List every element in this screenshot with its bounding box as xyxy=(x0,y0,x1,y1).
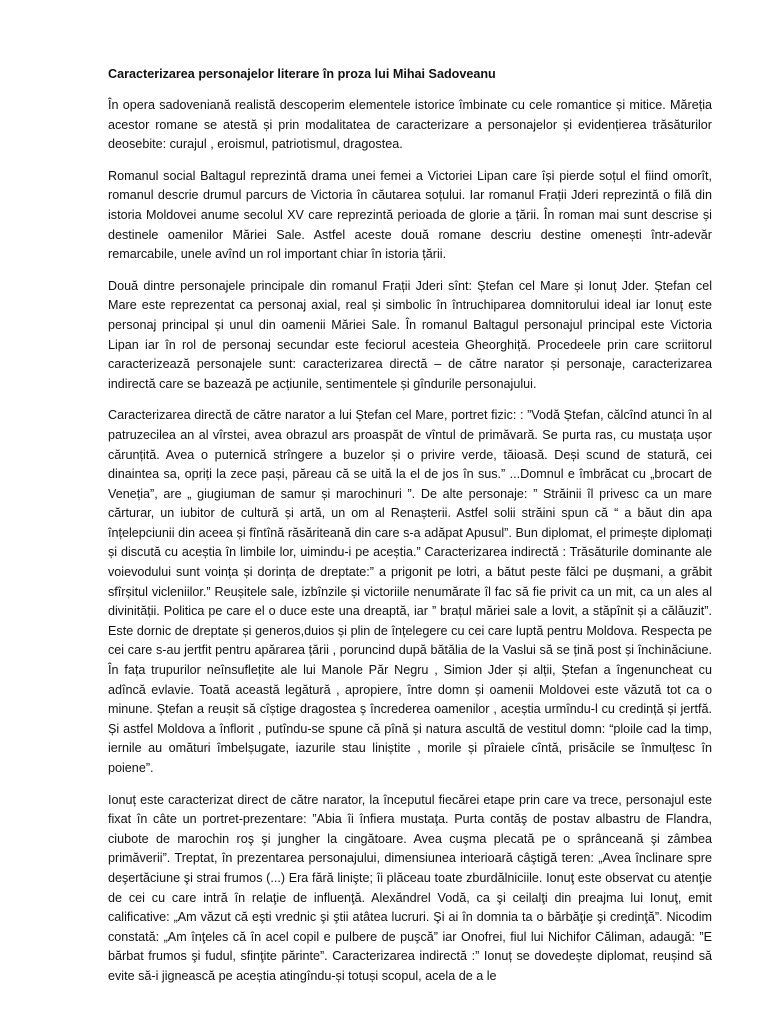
paragraph-ionut: Ionuț este caracterizat direct de către narator, la începutul fiecărei etape prin care va trece, personajul este fixat în câte un portret-prezentare: ”Abia îi înfiera mustaţa. Purta contăş de postav albastru de Flandra, ciubote de marochin roş şi jungher la cingătoare. Avea cuşma plecată pe o sprânceană şi zâmbea primăverii”. Treptat, în prezentarea personajului, dimensiunea interioară câştigă teren: „Avea înclinare spre deşertăciune şi strai frumos (...) Era fără linişte; îi plăceau toate zburdălniciile. Ionuţ este observat cu atenţie de cei cu care intră în relaţie de influenţă. Alexăndrel Vodă, ca şi ceilalţi din preajma lui Ionuţ, emit calificative: „Am văzut că eşti vrednic şi ştii atâtea lucruri. Şi ai în domnia ta o bărbăţie şi credinţă”. Nicodim constată: „Am înţeles că în acel copil e pulbere de puşcă” iar Onofrei, fiul lui Nichifor Căliman, adaugă: ”E bărbat frumos şi fudul, sfinţite părinte”. Caracterizarea indirectă :” Ionuț se dovedește diplomat, reușind să evite să-i jignească pe aceștia atingîndu-și totuși scopul, acela de a le xyxy=(108,792,712,983)
document-title: Caracterizarea personajelor literare în proza lui Mihai Sadoveanu xyxy=(108,67,496,81)
paragraph-intro: În opera sadoveniană realistă descoperim elementele istorice îmbinate cu cele romantice și mitice. Măreția acestor romane se atestă și prin modalitatea de caracterizare a personajelor și evidențierea trăsăturilor deosebite: curajul , eroismul, patriotismul, dragostea. xyxy=(108,98,712,152)
paragraph-characters: Două dintre personajele principale din romanul Frații Jderi sînt: Ștefan cel Mare și Ionuț Jder. Ștefan cel Mare este reprezentat ca personaj axial, real și simbolic în întruchiparea domnitorului ideal iar Ionuț este personaj principal și unul din oamenii Măriei Sale. În romanul Baltagul personajul principal este Victoria Lipan iar în rol de personaj secundar este feciorul acesteia Gheorghiță. Procedeele prin care scriitorul caracterizează personajele sunt: caracterizarea directă – de către narator și personaje, caracterizarea indirectă care se bazează pe acțiunile, sentimentele și gîndurile personajului. xyxy=(108,278,712,391)
paragraph-stefan-cel-mare: Caracterizarea directă de către narator a lui Ștefan cel Mare, portret fizic: : ”Vodă Ștefan, călcînd atunci în al patruzecilea an al vîrstei, avea obrazul ars proaspăt de vîntul de primăvară. Se purta ras, cu mustața ușor cărunțită. Avea o puternică strîngere a buzelor și o privire verde, tăioasă. Deși scund de statură, cei dinaintea sa, opriți la zece pași, păreau că se uită la el de jos în sus.” ...Domnul e îmbrăcat cu „brocart de Veneția”, are „ giugiuman de samur și marochinuri ”. De alte personaje: ” Străinii îl privesc ca un mare cărturar, un iubitor de cultură și artă, un om al Renașterii. Astfel solii străini spun că “ a băut din apa înțelepciunii din aceea și fîntînă răsăriteană din care s-a adăpat Apusul”. Bun diplomat, el primește diplomați și discută cu aceștia în limbile lor, uimindu-i pe aceștia.” Caracterizarea indirectă : Trăsăturile dominante ale voievodului sunt voința și dorința de dreptate:” a prigonit pe lotri, a bătut peste fălci pe dușmani, a grăbit sfîrșitul vicleniilor.” Reușitele sale, izbînzile și victoriile nenumărate îl fac să fie privit ca un mit, ca un ales al divinității. Politica pe care el o duce este una dreaptă, iar ” brațul măriei sale a lovit, a stăpînit și a călăuzit”. Este dornic de dreptate și generos,duios și plin de înțelegere cu cei care luptă pentru Moldova. Respecta pe cei care s-au jertfit pentru apărarea țării , poruncind după bătălia de la Vaslui să se țină post și închinăciune. În fața trupurilor neînsuflețite ale lui Manole Păr Negru , Simion Jder și alții, Ștefan a îngenuncheat cu adîncă evlavie. Toată această legătură , apropiere, între domn și oamenii Moldovei este văzută tot ca o minune. Ștefan a reușit să cîștige dragostea ș încrederea oamenilor , aceștia urmîndu-l cu credință și jertfă. Și astfel Moldova a înflorit , putîndu-se spune că pînă și natura ascultă de vestitul domn: “ploile cad la timp, iernile au omături îmbelșugate, iazurile stau liniștite , morile și pîraiele cîntă, prisăcile se înmulțesc în poiene”. xyxy=(108,408,712,775)
document-page xyxy=(108,65,712,1020)
paragraph-novels: Romanul social Baltagul reprezintă drama unei femei a Victoriei Lipan care își pierde soțul el fiind omorît, romanul descrie drumul parcurs de Victoria în căutarea soțului. Iar romanul Frații Jderi reprezintă o filă din istoria Moldovei anume secolul XV care reprezintă perioada de glorie a țării. În roman mai sunt descrise și destinele oamenilor Măriei Sale. Astfel aceste două romane descriu destine omenești într-adevăr remarcabile, unele avînd un rol important chiar în istoria țării. xyxy=(108,168,712,262)
